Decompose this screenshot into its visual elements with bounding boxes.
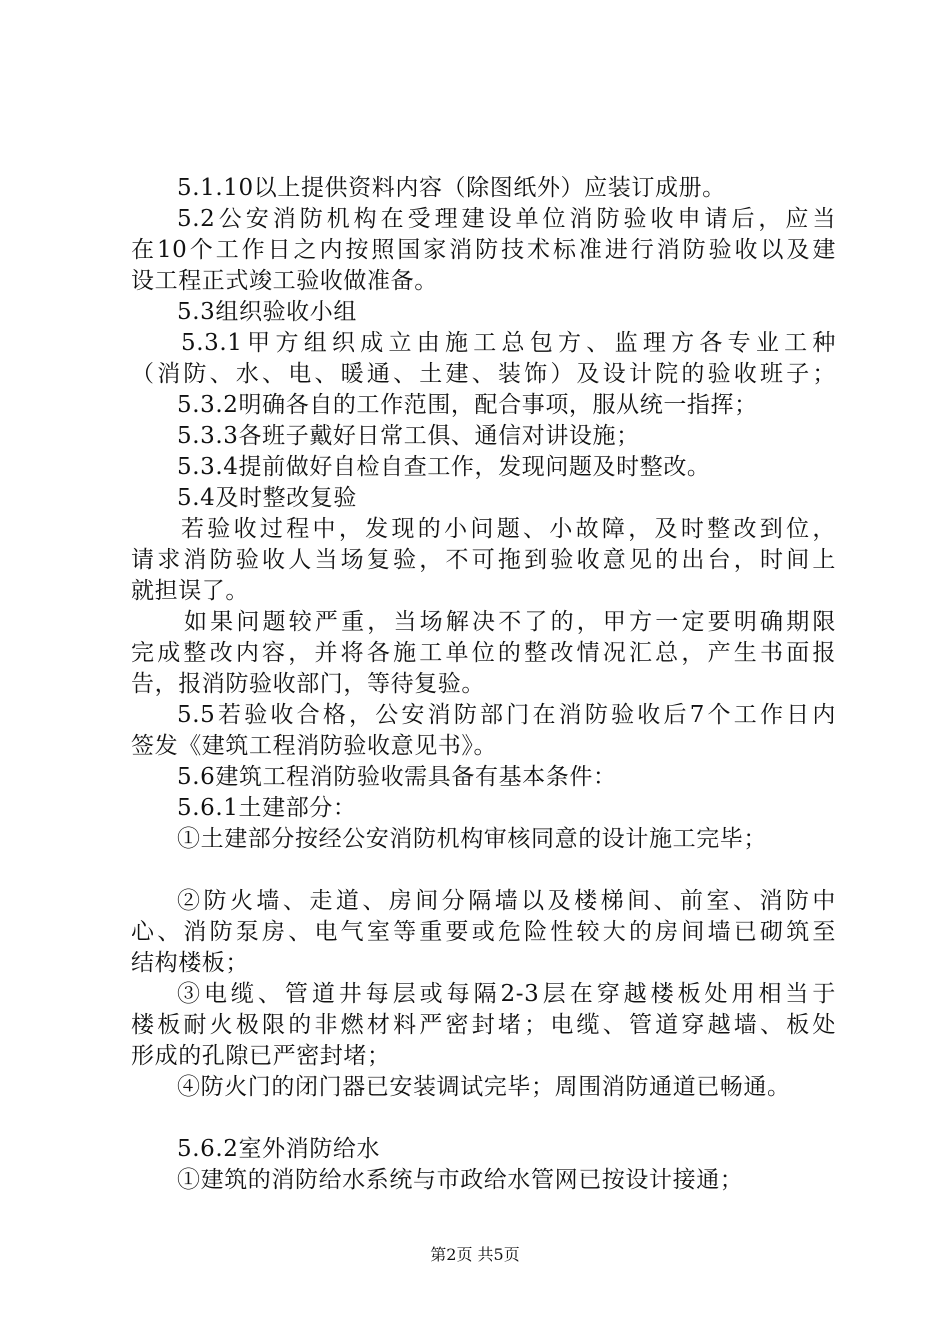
paragraph-5-3-3: 5.3.3各班子戴好日常工俱、通信对讲设施； — [177, 423, 640, 449]
paragraph-5-2-line-3: 设工程正式竣工验收做准备。 — [131, 268, 438, 294]
paragraph-5-3-2: 5.3.2明确各自的工作范围，配合事项，服从统一指挥； — [177, 392, 758, 418]
paragraph-5-2-line-2: 在10个工作日之内按照国家消防技术标准进行消防验收以及建 — [131, 237, 836, 263]
paragraph-5-3-4: 5.3.4提前做好自检自查工作，发现问题及时整改。 — [177, 454, 711, 480]
heading-5-6-1: 5.6.1土建部分： — [177, 795, 357, 821]
paragraph-5-2-line-1: 5.2公安消防机构在受理建设单位消防验收申请后，应当 — [177, 206, 836, 232]
item-3-line-3: 形成的孔隙已严密封堵； — [131, 1043, 391, 1069]
paragraph-5-4-a-line-2: 请求消防验收人当场复验，不可拖到验收意见的出台，时间上 — [131, 547, 836, 573]
heading-5-6-2: 5.6.2室外消防给水 — [177, 1136, 381, 1162]
paragraph-5-1-10: 5.1.10以上提供资料内容（除图纸外）应装订成册。 — [177, 175, 726, 201]
paragraph-5-4-b-line-3: 告，报消防验收部门，等待复验。 — [131, 671, 485, 697]
item-2-line-2: 心、消防泵房、电气室等重要或危险性较大的房间墙已砌筑至 — [131, 919, 836, 945]
paragraph-5-4-a-line-3: 就担误了。 — [131, 578, 249, 604]
blank-line — [131, 1103, 836, 1134]
paragraph-5-5-line-1: 5.5若验收合格，公安消防部门在消防验收后7个工作日内 — [177, 702, 836, 728]
document-body — [131, 173, 836, 1196]
paragraph-5-4-b-line-1: 如果问题较严重，当场解决不了的，甲方一定要明确期限 — [184, 609, 836, 635]
heading-5-3: 5.3组织验收小组 — [177, 299, 357, 325]
paragraph-5-4-b-line-2: 完成整改内容，并将各施工单位的整改情况汇总，产生书面报 — [131, 640, 836, 666]
paragraph-5-4-a-line-1: 若验收过程中，发现的小问题、小故障，及时整改到位， — [181, 516, 836, 542]
item-3-line-1: ③电缆、管道井每层或每隔2-3层在穿越楼板处用相当于 — [177, 981, 836, 1007]
blank-line — [131, 855, 836, 886]
item-2-line-3: 结构楼板； — [131, 950, 249, 976]
heading-5-4: 5.4及时整改复验 — [177, 485, 357, 511]
item-1-civil-works: ①土建部分按经公安消防机构审核同意的设计施工完毕； — [177, 826, 767, 852]
item-3-line-2: 楼板耐火极限的非燃材料严密封堵；电缆、管道穿越墙、板处 — [131, 1012, 836, 1038]
page-number-footer: 第2页 共5页 — [430, 1245, 520, 1264]
item-1-water-supply: ①建筑的消防给水系统与市政给水管网已按设计接通； — [177, 1167, 744, 1193]
item-2-line-1: ②防火墙、走道、房间分隔墙以及楼梯间、前室、消防中 — [177, 888, 836, 914]
paragraph-5-3-1-line-1: 5.3.1甲方组织成立由施工总包方、监理方各专业工种 — [181, 330, 836, 356]
item-4-fire-doors: ④防火门的闭门器已安装调试完毕；周围消防通道已畅通。 — [177, 1074, 791, 1100]
paragraph-5-5-line-2: 签发《建筑工程消防验收意见书》。 — [131, 733, 498, 759]
heading-5-6: 5.6建筑工程消防验收需具备有基本条件： — [177, 764, 617, 790]
paragraph-5-3-1-line-2: （消防、水、电、暖通、土建、装饰）及设计院的验收班子； — [131, 361, 836, 387]
